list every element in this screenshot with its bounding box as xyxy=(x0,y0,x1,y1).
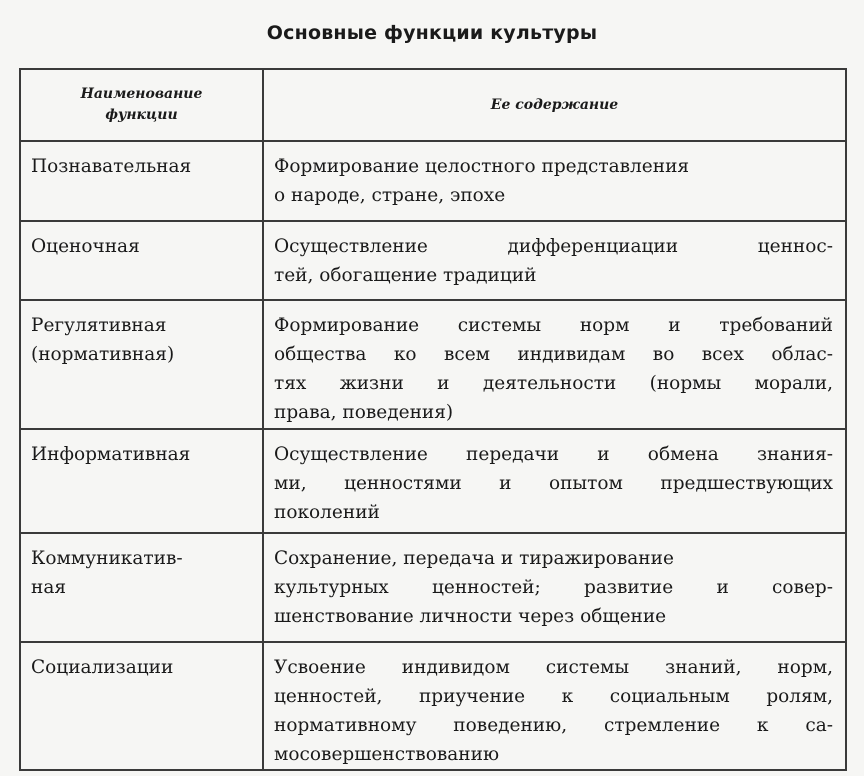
content-line: мосовершенствованию xyxy=(274,744,500,765)
header-content: Ее содержание xyxy=(263,69,846,141)
content-line: Формирование целостного представления xyxy=(274,156,690,177)
function-name: Познавательная xyxy=(31,156,192,177)
table-row xyxy=(20,141,846,221)
content-line: культурных ценностей; развитие и совер- xyxy=(274,577,833,598)
content-line: Усвоение индивидом системы знаний, норм, xyxy=(274,657,833,678)
function-content-cell xyxy=(263,533,846,642)
table-row xyxy=(20,221,846,300)
function-name-cell xyxy=(20,533,263,642)
content-line: о народе, стране, эпохе xyxy=(274,185,506,206)
function-name: Информативная xyxy=(31,444,191,465)
function-name-cell xyxy=(20,141,263,221)
content-line: ценностей, приучение к социальным ролям, xyxy=(274,686,833,707)
content-line: ми, ценностями и опытом предшествующих xyxy=(274,473,833,494)
function-content-cell xyxy=(263,642,846,770)
page-title: Основные функции культуры xyxy=(266,22,598,44)
function-content-cell xyxy=(263,300,846,429)
table-header-row xyxy=(20,69,846,141)
function-name: Коммуникатив- xyxy=(31,548,183,569)
content-line: общества ко всем индивидам во всех облас- xyxy=(274,344,833,365)
function-name: Оценочная xyxy=(31,236,140,257)
function-name-cell xyxy=(20,300,263,429)
content-line: нормативному поведению, стремление к са- xyxy=(274,715,833,736)
content-line: Осуществление дифференциации ценнос- xyxy=(274,236,833,257)
content-line: Осуществление передачи и обмена знания- xyxy=(274,444,833,465)
table-row xyxy=(20,429,846,533)
function-name-cell xyxy=(20,429,263,533)
table-row xyxy=(20,642,846,770)
function-name: Социализации xyxy=(31,657,174,678)
content-line: тей, обогащение традиций xyxy=(274,265,537,286)
content-line: поколений xyxy=(274,502,380,523)
table-row xyxy=(20,533,846,642)
header-name-line: Наименование xyxy=(80,86,203,102)
content-line: тях жизни и деятельности (нормы морали, xyxy=(274,373,833,394)
functions-table xyxy=(19,68,847,771)
header-name-line: функции xyxy=(105,107,178,123)
function-content-cell xyxy=(263,429,846,533)
function-name-cell xyxy=(20,221,263,300)
header-function-name xyxy=(20,69,263,141)
content-line: шенствование личности через общение xyxy=(274,606,667,627)
content-line: Сохранение, передача и тиражирование xyxy=(274,548,674,569)
table-row xyxy=(20,300,846,429)
function-name: (нормативная) xyxy=(31,344,175,365)
function-name: Регулятивная xyxy=(31,315,167,336)
function-content-cell xyxy=(263,141,846,221)
function-name: ная xyxy=(31,577,67,598)
function-content-cell xyxy=(263,221,846,300)
content-line: права, поведения) xyxy=(274,402,454,423)
function-name-cell xyxy=(20,642,263,770)
content-line: Формирование системы норм и требований xyxy=(274,315,833,336)
